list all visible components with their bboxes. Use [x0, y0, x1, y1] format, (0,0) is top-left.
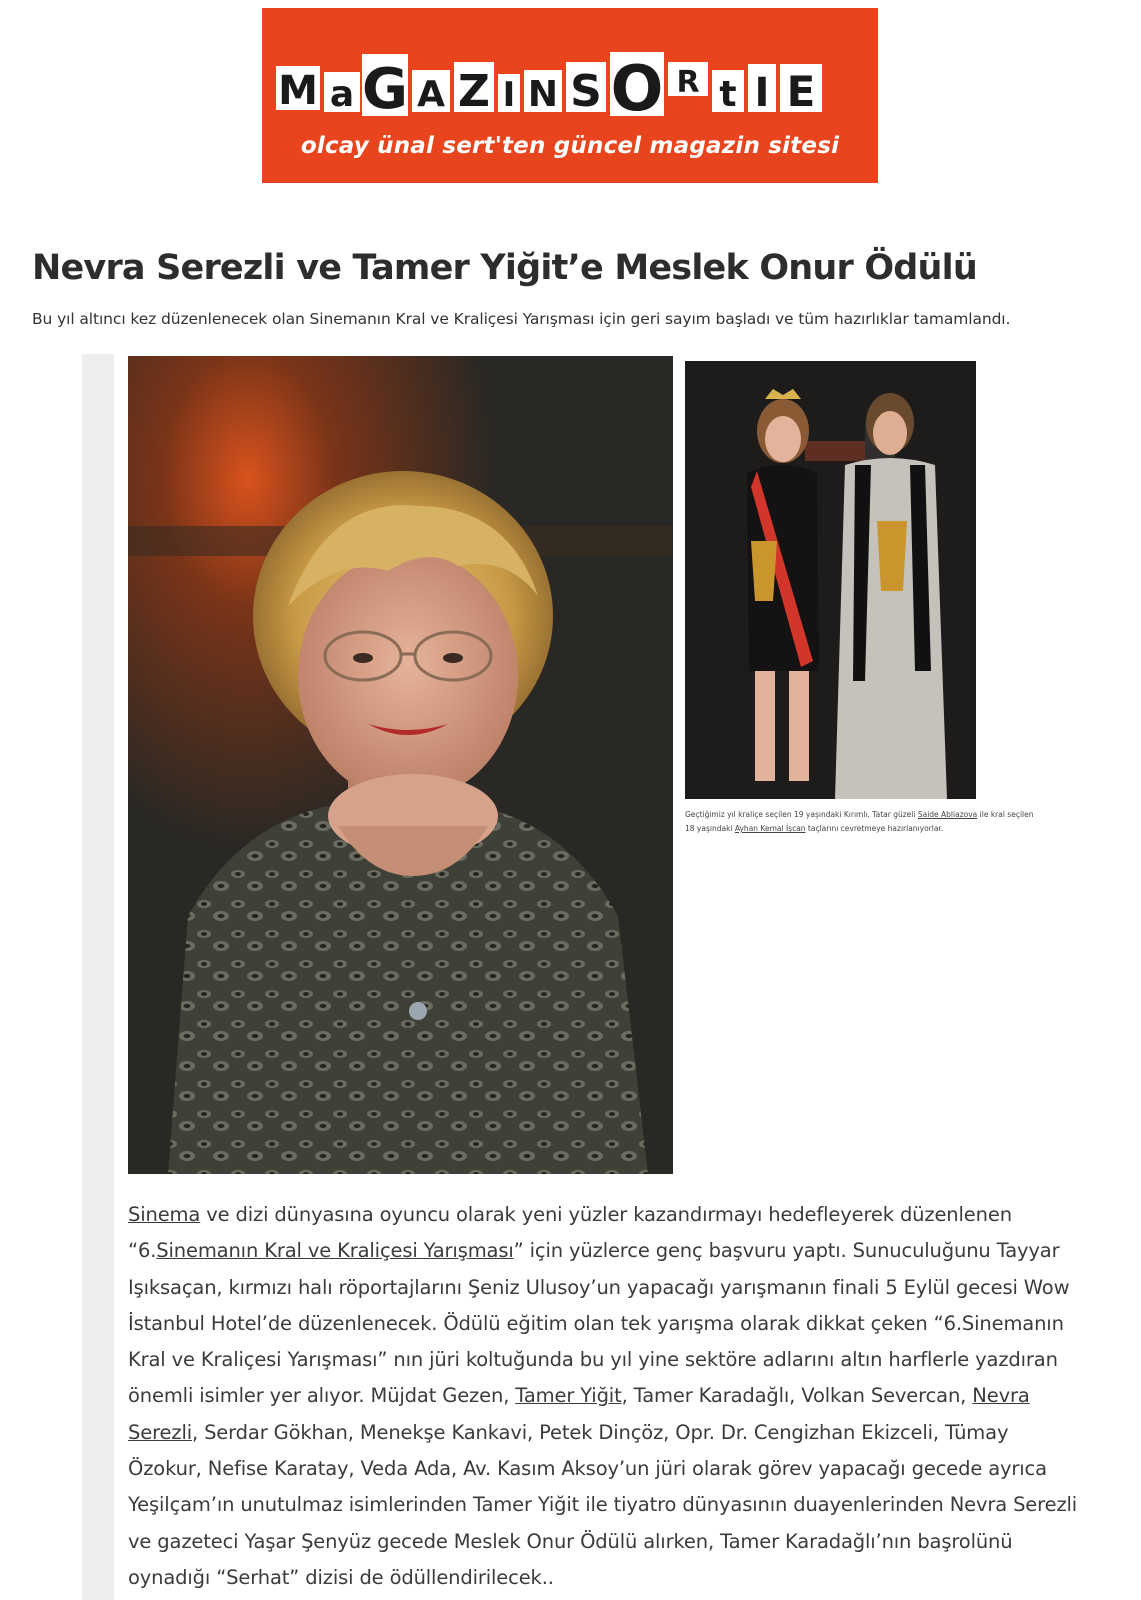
logo-lettering-icon — [272, 48, 868, 138]
body-text-segment: ve dizi dünyasına oyuncu olarak yeni yüzler kazandırmayı hedefleyerek düzenlenen “6. — [128, 1203, 1012, 1263]
caption-text: taçlarını cevretmeye hazırlanıyorlar. — [805, 824, 944, 833]
body-text-segment: , Tamer Karadağlı, Volkan Severcan, — [621, 1384, 973, 1408]
content-side-rule — [82, 354, 114, 1600]
body-link-sinema[interactable]: Sinema — [128, 1203, 201, 1226]
body-text-segment: , Serdar Gökhan, Menekşe Kankavi, Petek Dinçöz, Opr. Dr. Cengizhan Ekizceli, Tümay Özokur, Nefise Karatay, Veda Ada, Av. Kasım Aksoy’un jüri olarak görev yapacağı gecede ayrıca Yeşilçam’ın unutulmaz isimlerinden Tamer Yiğit ile tiyatro dünyasının duayenlerinden Nevra Serezli ve gazeteci Yaşar Şenyüz gecede Meslek Onur Ödülü alırken, Tamer Karadağlı’nın başrolünü oynadığı “Serhat” dizisi de ödüllendirilecek.. — [128, 1420, 1078, 1589]
caption-text: Geçtiğimiz yıl kraliçe seçilen 19 yaşındaki Kırımlı, Tatar güzeli — [685, 810, 918, 819]
side-photo-caption — [685, 808, 1045, 836]
site-logo[interactable] — [272, 48, 868, 138]
article-main-photo[interactable] — [128, 356, 673, 1174]
svg-text:S: S — [570, 66, 602, 117]
svg-text:G: G — [362, 57, 408, 122]
body-link-tamer-yigit[interactable]: Tamer Yiğit — [515, 1384, 622, 1408]
svg-text:R: R — [676, 65, 700, 100]
article-body — [128, 1197, 1078, 1596]
svg-text:I: I — [754, 70, 770, 116]
portrait-photo-icon — [128, 356, 673, 1174]
article-side-photo[interactable] — [685, 361, 976, 799]
svg-text:Z: Z — [458, 66, 490, 117]
svg-text:O: O — [610, 52, 664, 125]
site-tagline: olcay ünal sert'ten güncel magazin sitesi — [300, 133, 840, 159]
body-link-sinemanin-kral-ve-kralicesi[interactable]: Sinemanın Kral ve Kraliçesi Yarışması — [156, 1239, 514, 1263]
svg-text:M: M — [278, 68, 318, 114]
svg-text:t: t — [719, 74, 737, 115]
svg-text:I: I — [502, 75, 516, 115]
svg-text:E: E — [786, 67, 816, 116]
svg-text:a: a — [329, 74, 355, 115]
body-text-segment: ” için yüzlerce genç başvuru yaptı. Sunuculuğunu Tayyar Işıksaçan, kırmızı halı röportajlarını Şeniz Ulusoy’un yapacağı yarışmanın finali 5 Eylül gecesi Wow İstanbul Hotel’de düzenlenecek. Ödülü eğitim olan tek yarışma olarak dikkat çeken “6.Sinemanın Kral ve Kraliçesi Yarışması” nın jüri koltuğunda bu yıl yine sektöre adlarını altın harflerle yazdıran önemli isimler yer alıyor. Müjdat Gezen, — [128, 1239, 1070, 1408]
article-title: Nevra Serezli ve Tamer Yiğit’e Meslek Onur Ödülü — [32, 248, 977, 288]
site-banner[interactable] — [262, 8, 878, 183]
svg-text:A: A — [417, 74, 445, 115]
caption-link-ayhan-kemal-iscan[interactable]: Ayhan Kemal İşcan — [734, 824, 806, 833]
caption-text: ile kral seçilen 18 yaşındaki — [685, 810, 1034, 833]
article-lede: Bu yıl altıncı kez düzenlenecek olan Sinemanın Kral ve Kraliçesi Yarışması için geri sayım başladı ve tüm hazırlıklar tamamlandı. — [32, 310, 1011, 328]
winners-photo-icon — [685, 361, 976, 799]
caption-link-saide-abliazova[interactable]: Saide Abliazova — [917, 810, 978, 819]
svg-text:N: N — [527, 74, 559, 115]
body-link-nevra-serezli[interactable]: Nevra Serezli — [128, 1384, 1030, 1444]
